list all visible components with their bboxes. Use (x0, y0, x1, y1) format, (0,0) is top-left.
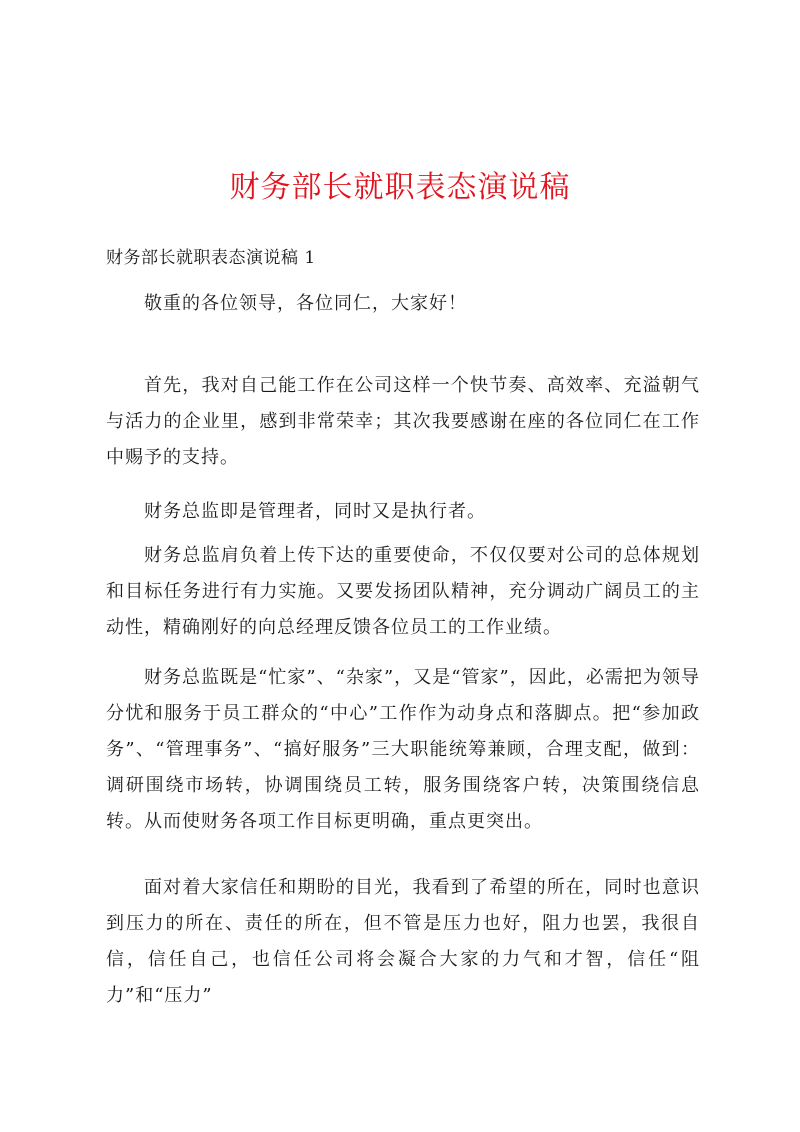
document-title: 财务部长就职表态演说稿 (229, 170, 571, 205)
paragraph-mission: 财务总监肩负着上传下达的重要使命，不仅仅要对公司的总体规划和目标任务进行有力实施。又要发扬团队精神，充分调动广阔员工的主动性，精确刚好的向总经理反馈各位员工的工作业绩。 (106, 545, 700, 638)
paragraph-confidence: 面对着大家信任和期盼的目光，我看到了希望的所在，同时也意识到压力的所在、责任的所在，但不管是压力也好，阻力也罢，我很自信，信任自己，也信任公司将会凝合大家的力气和才智，信任“阻力”和“压力” (106, 877, 700, 1006)
paragraph-intro: 首先，我对自己能工作在公司这样一个快节奏、高效率、充溢朝气与活力的企业里，感到非常荣幸；其次我要感谢在座的各位同仁在工作中赐予的支持。 (106, 375, 700, 468)
document-subtitle: 财务部长就职表态演说稿 1 (106, 248, 316, 268)
paragraph-duties: 财务总监既是“忙家”、“杂家”，又是“管家”，因此，必需把为领导分忧和服务于员工群众的“中心”工作作为动身点和落脚点。把“参加政务”、“管理事务”、“搞好服务”三大职能统筹兼顾，合理支配，做到：调研围绕市场转，协调围绕员工转，服务围绕客户转，决策围绕信息转。从而使财务各项工作目标更明确，重点更突出。 (106, 667, 700, 832)
paragraph-role: 财务总监即是管理者，同时又是执行者。 (144, 501, 486, 522)
paragraph-greeting: 敬重的各位领导，各位同仁，大家好！ (144, 293, 467, 314)
